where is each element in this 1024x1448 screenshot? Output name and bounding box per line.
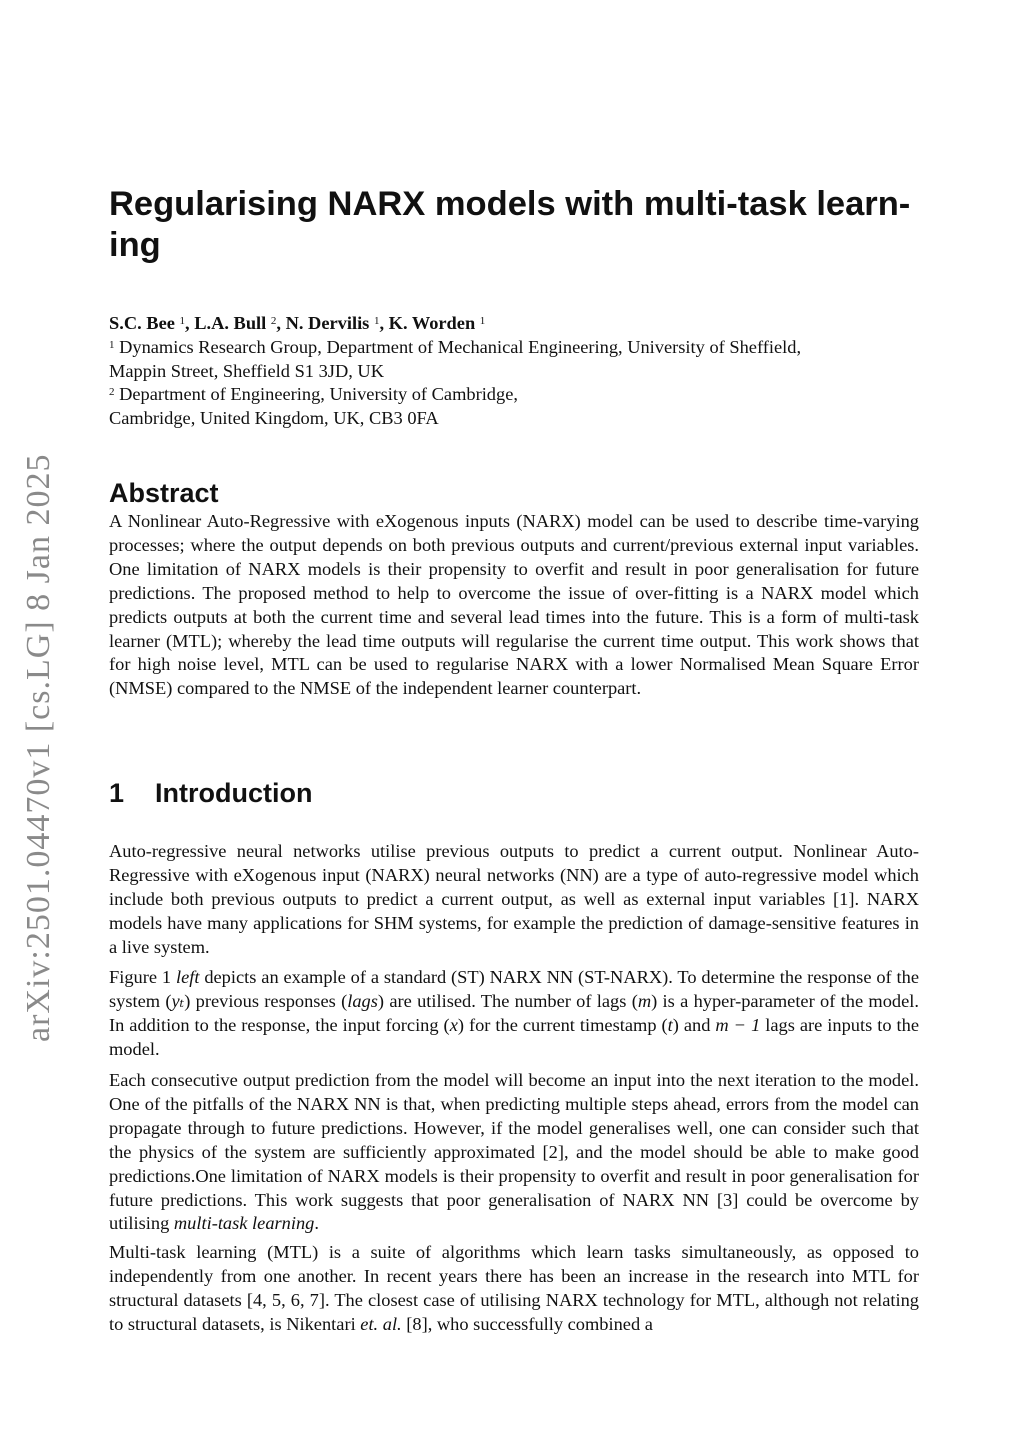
affiliation-1-address: Mappin Street, Sheffield S1 3JD, UK (109, 360, 384, 381)
text-run: [8], who successfully combined a (401, 1313, 653, 1334)
intro-paragraph-4 (109, 1241, 919, 1337)
text-run: Figure 1 (109, 967, 176, 987)
emphasis-left: left (175, 967, 200, 987)
arxiv-identifier: arXiv:2501.04470v1 [cs.LG] 8 Jan 2025 (20, 453, 57, 1042)
author-list (109, 312, 919, 336)
math-m: m (637, 990, 652, 1011)
intro-paragraph-1: Auto-regressive neural networks utilise previous outputs to predict a current output. Nonlinear Auto-Regressive with eXogenous input (NARX) neural networks (NN) are a type of auto-regressive model which include both previous outputs to predict a current output, as well as external input variables [1]. NARX models have many applications for SHM systems, for example the prediction of damage-sensitive features in a live system. (109, 841, 919, 957)
author-name: , N. Dervilis (276, 313, 370, 333)
intro-paragraph-2 (109, 966, 919, 1062)
affiliation-text: Dynamics Research Group, Department of Mechanical Engineering, University of Sheffield, (114, 336, 802, 357)
math-t: t (667, 1014, 673, 1035)
affiliation-mark: 1 (109, 338, 115, 351)
affiliation-text: Department of Engineering, University of Cambridge, (114, 384, 518, 405)
abstract-text: A Nonlinear Auto-Regressive with eXogenous inputs (NARX) model can be used to describe time-varying processes; where the output depends on both previous outputs and current/previous external input variables. One limitation of NARX models is their propensity to overfit and result in poor generalisation for future predictions. The proposed method to help to overcome the issue of over-fitting is a NARX model which predicts outputs at both the current time and several lead times into the future. This is a form of multi-task learner (MTL); whereby the lead time outputs will regularise the current time output. This work shows that for high noise level, MTL can be used to regularise NARX with a lower Normalised Mean Square Error (NMSE) compared to the NMSE of the independent learner counterpart. (109, 511, 919, 699)
emphasis-et-al: et. al. (360, 1313, 402, 1334)
math-yt: yₜ (171, 990, 185, 1011)
author-affiliation-mark: 2 (270, 315, 277, 327)
author-name: , L.A. Bull (185, 313, 267, 333)
text-run: depicts an example of a standard (ST) NARX NN (ST-NARX). To determine the response of the system ( (109, 967, 919, 1011)
affiliation-2 (109, 383, 919, 407)
author-affiliation-mark: 1 (179, 315, 186, 327)
text-run: lags are inputs to the model. (109, 1014, 920, 1059)
math-m-minus-1: m − 1 (715, 1014, 761, 1035)
affiliation-mark: 2 (109, 386, 115, 399)
text-run: ) are utilised. The number of lags ( (377, 990, 638, 1011)
text-run: ) and (672, 1014, 716, 1035)
text-run: ) for the current timestamp ( (457, 1014, 668, 1035)
emphasis-multi-task-learning: multi-task learning (173, 1213, 315, 1234)
text-run: Each consecutive output prediction from the model will become an input into the next iteration to the model. One of the pitfalls of the NARX NN is that, when predicting multiple steps ahead, errors from the model can propagate through to future predictions. However, if the model generalises well, one can consider such that the physics of the system are sufficiently approximated [2], and the model should be able to make good predictions.One limitation of NARX models is their propensity to overfit and result in poor generalisation for future predictions. This work suggests that poor generalisation of NARX NN [3] could be overcome by utilising (109, 1070, 919, 1234)
paper-title (109, 184, 929, 266)
text-run: ) previous responses ( (184, 990, 348, 1011)
math-x: x (449, 1014, 458, 1035)
section-heading-introduction (109, 778, 312, 809)
section-number: 1 (109, 778, 125, 808)
paper-title-line-2: ing (109, 226, 161, 264)
paper-title-line-1: Regularising NARX models with multi-task learn- (109, 185, 911, 223)
author-name: S.C. Bee (109, 313, 175, 333)
abstract-heading: Abstract (109, 478, 219, 508)
section-title: Introduction (155, 778, 313, 808)
affiliation-1 (109, 336, 919, 360)
text-run: . (314, 1213, 319, 1234)
author-name: , K. Worden (379, 313, 476, 333)
emphasis-lags: lags (347, 990, 378, 1011)
author-affiliation-mark: 1 (373, 315, 380, 327)
text-run: Multi-task learning (MTL) is a suite of algorithms which learn tasks simultaneously, as opposed to independently from one another. In recent years there has been an increase in the research into MTL for structural datasets [4, 5, 6, 7]. The closest case of utilising NARX technology for MTL, although not relating to structural datasets, is Nikentari (109, 1242, 919, 1334)
intro-paragraph-3 (109, 1069, 919, 1236)
affiliation-2-address: Cambridge, United Kingdom, UK, CB3 0FA (109, 408, 439, 429)
author-affiliation-mark: 1 (479, 315, 486, 327)
author-block (109, 312, 919, 431)
text-run: ) is a hyper-parameter of the model. In addition to the response, the input forcing ( (109, 990, 919, 1035)
